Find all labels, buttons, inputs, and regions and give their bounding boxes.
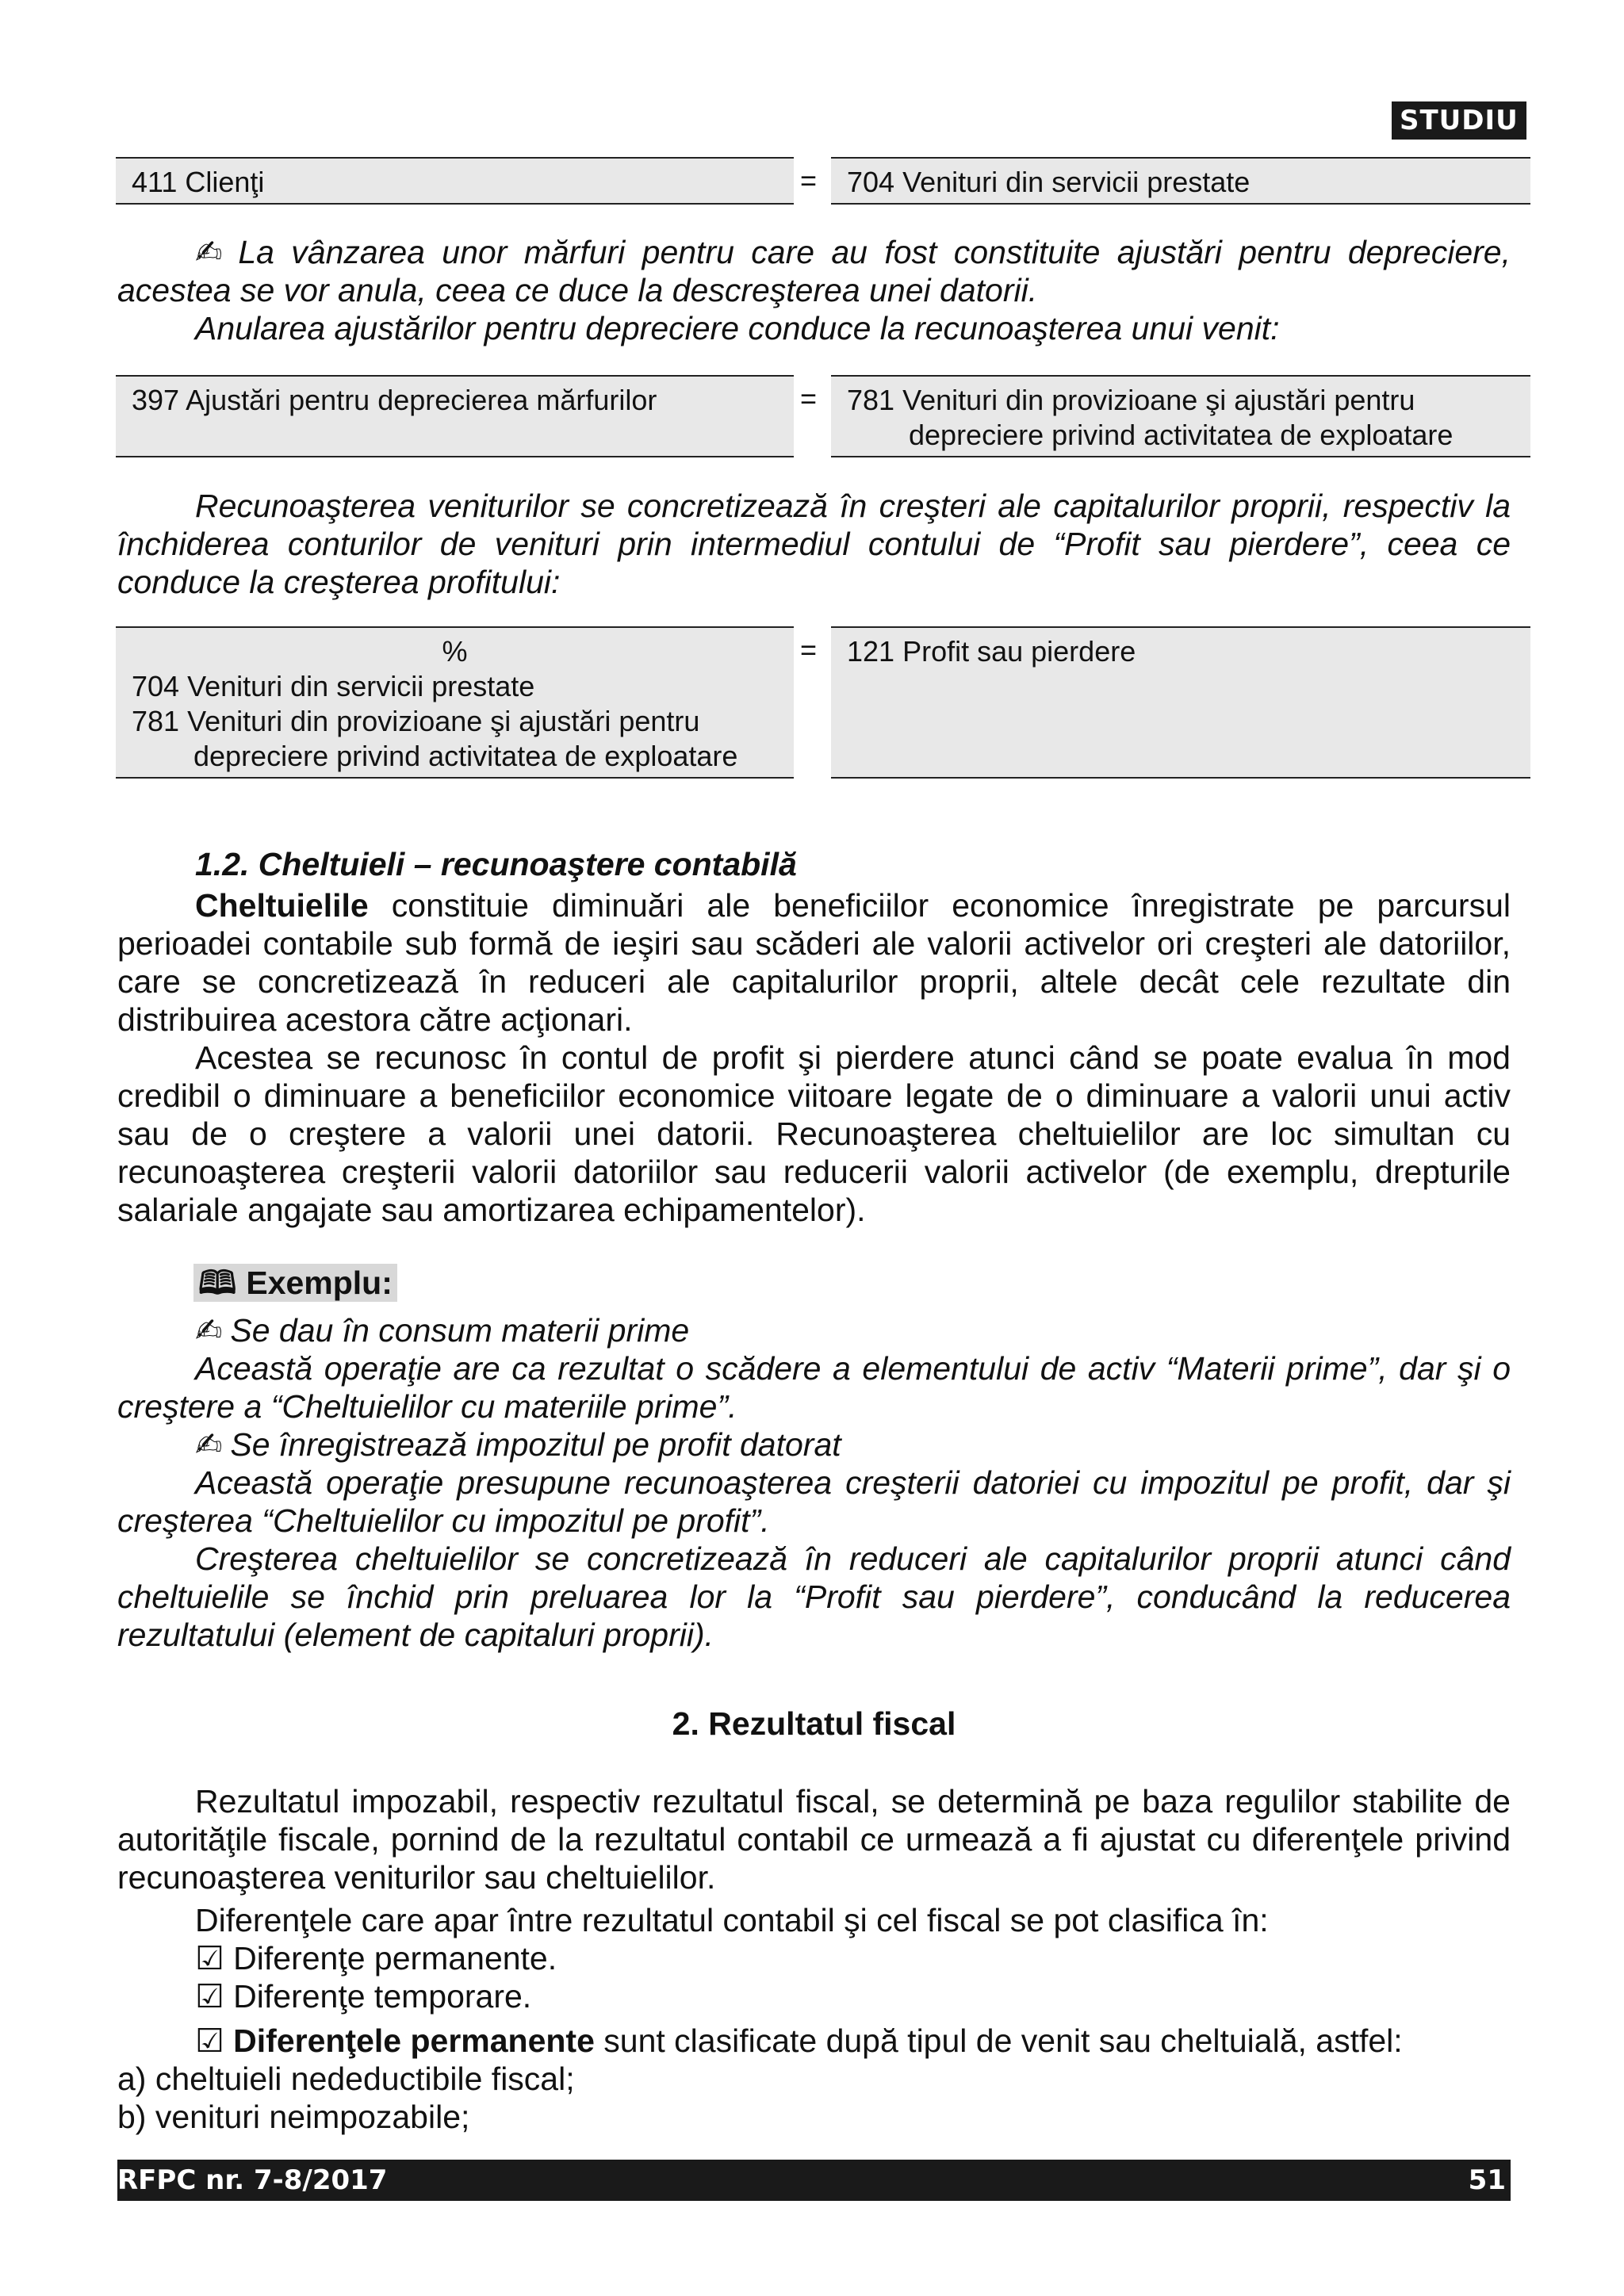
entry1-debit — [116, 157, 794, 205]
entry2-debit — [116, 375, 794, 457]
list-item-permanent-text: Diferenţe permanente. — [233, 1940, 557, 1976]
list-item-b: b) venituri neimpozabile; — [117, 2099, 470, 2135]
list-item-temporary — [195, 1977, 531, 2015]
section-1-2-paragraph-1 — [117, 886, 1511, 1039]
entry3-debit-line2: 781 Venituri din provizioane şi ajustări pentru — [132, 705, 700, 737]
entry3-credit-text: 121 Profit sau pierdere — [847, 635, 1136, 668]
example-item-2-detail: Această operaţie presupune recunoaşterea creşterii datoriei cu impozitul pe profit, dar şi creşterea “Cheltuielilor cu impozitul pe profit”. — [117, 1464, 1511, 1539]
entry3-debit-line1: 704 Venituri din servicii prestate — [132, 670, 535, 702]
entry3-equals: = — [800, 633, 818, 666]
checkbox-icon: ☑ — [195, 1978, 224, 2015]
entry2-credit — [831, 375, 1530, 457]
list-item-a: a) cheltuieli nedeductibile fiscal; — [117, 2061, 575, 2097]
list-item-permanent-classification — [195, 2022, 1403, 2060]
example-item-1-detail: Această operaţie are ca rezultat o scădere a elementului de activ “Materii prime”, dar şi o creştere a “Cheltuielilor cu materiile prime”. — [117, 1350, 1511, 1425]
paragraph-1 — [117, 233, 1511, 309]
pen-icon: ✍ — [195, 234, 231, 270]
entry2-credit-line1: 781 Venituri din provizioane şi ajustări pentru — [847, 384, 1415, 416]
section-1-2-paragraph-1-text: constituie diminuări ale beneficiilor economice înregistrate pe parcursul perioadei contabile sub formă de ieşiri sau scăderi ale valorii activelor ori creşteri ale datoriilor, care se concretizează în reduceri ale capitalurilor proprii, altele decât cele rezultate din distribuirea acestora către acţionari. — [117, 887, 1511, 1038]
page-number: 51 — [1468, 2164, 1506, 2196]
checkbox-icon: ☑ — [195, 2022, 224, 2059]
checkbox-icon: ☑ — [195, 1940, 224, 1976]
journal-issue: RFPC nr. 7-8/2017 — [117, 2164, 388, 2196]
example-item-1-text: Se dau în consum materii prime — [230, 1312, 690, 1349]
example-item-2-text: Se înregistrează impozitul pe profit datorat — [230, 1426, 841, 1463]
paragraph-1-text: La vânzarea unor mărfuri pentru care au fost constituite ajustări pentru depreciere, acestea se vor anula, ceea ce duce la descreşterea unei datorii. — [117, 234, 1511, 308]
entry1-debit-text: 411 Clienţi — [132, 166, 265, 198]
entry2-equals: = — [800, 382, 818, 415]
paragraph-1b: Anularea ajustărilor pentru depreciere conduce la recunoaşterea unui venit: — [195, 310, 1280, 346]
example-label-text: Exemplu: — [246, 1265, 393, 1301]
list-item-permanent-classification-text: sunt clasificate după tipul de venit sau cheltuială, astfel: — [594, 2022, 1403, 2059]
entry3-debit-line3: depreciere privind activitatea de exploatare — [193, 740, 738, 772]
example-item-1 — [117, 1311, 1511, 1349]
list-item-temporary-text: Diferenţe temporare. — [233, 1978, 532, 2015]
example-label — [193, 1264, 397, 1302]
section-2-title: 2. Rezultatul fiscal — [672, 1705, 956, 1742]
section-1-2-title: 1.2. Cheltuieli – recunoaştere contabilă — [195, 846, 797, 882]
footer-bar — [117, 2160, 1511, 2201]
pen-icon: ✍ — [195, 1426, 223, 1463]
cheltuielile-term: Cheltuielile — [195, 887, 369, 924]
section-2-paragraph-1: Rezultatul impozabil, respectiv rezultatul fiscal, se determină pe baza regulilor stabilite de autorităţile fiscale, pornind de la rezultatul contabil ce urmează a fi ajustat cu diferenţele privind recunoaşterea veniturilor sau cheltuielilor. — [117, 1783, 1511, 1896]
permanent-differences-term: Diferenţele permanente — [233, 2022, 595, 2059]
section-badge: STUDIU — [1392, 101, 1526, 140]
entry2-debit-text: 397 Ajustări pentru deprecierea mărfurilor — [132, 384, 657, 416]
entry2-credit-line2: depreciere privind activitatea de exploatare — [909, 419, 1454, 451]
example-closing: Creşterea cheltuielilor se concretizează în reduceri ale capitalurilor proprii atunci când cheltuielile se închid prin preluarea lor la “Profit sau pierdere”, conducând la reducerea rezultatului (element de capitaluri proprii). — [117, 1540, 1511, 1653]
paragraph-2: Recunoaşterea veniturilor se concretizează în creşteri ale capitalurilor proprii, respectiv la închiderea conturilor de venituri prin intermediul contului de “Profit sau pierdere”, ceea ce conduce la creşterea profitului: — [117, 488, 1511, 600]
entry3-debit — [116, 626, 794, 779]
entry1-credit — [831, 157, 1530, 205]
example-item-2 — [117, 1425, 1511, 1464]
entry3-credit — [831, 626, 1530, 779]
book-icon: 🕮 — [198, 1265, 237, 1301]
entry3-percent: % — [442, 635, 468, 668]
list-item-permanent — [195, 1939, 557, 1977]
entry1-credit-text: 704 Venituri din servicii prestate — [847, 166, 1251, 198]
section-2-paragraph-2: Diferenţele care apar între rezultatul contabil şi cel fiscal se pot clasifica în: — [195, 1902, 1269, 1938]
section-1-2-paragraph-2: Acestea se recunosc în contul de profit şi pierdere atunci când se poate evalua în mod credibil o diminuare a beneficiilor economice viitoare legate de o diminuare a valorii unui activ sau de o creştere a valorii unei datorii. Recunoaşterea cheltuielilor are loc simultan cu recunoaşterea creşterii valorii datoriilor sau reducerii valorii activelor (de exemplu, drepturile salariale angajate sau amortizarea echipamentelor). — [117, 1039, 1511, 1228]
entry1-equals: = — [800, 164, 818, 197]
pen-icon: ✍ — [195, 1312, 223, 1349]
